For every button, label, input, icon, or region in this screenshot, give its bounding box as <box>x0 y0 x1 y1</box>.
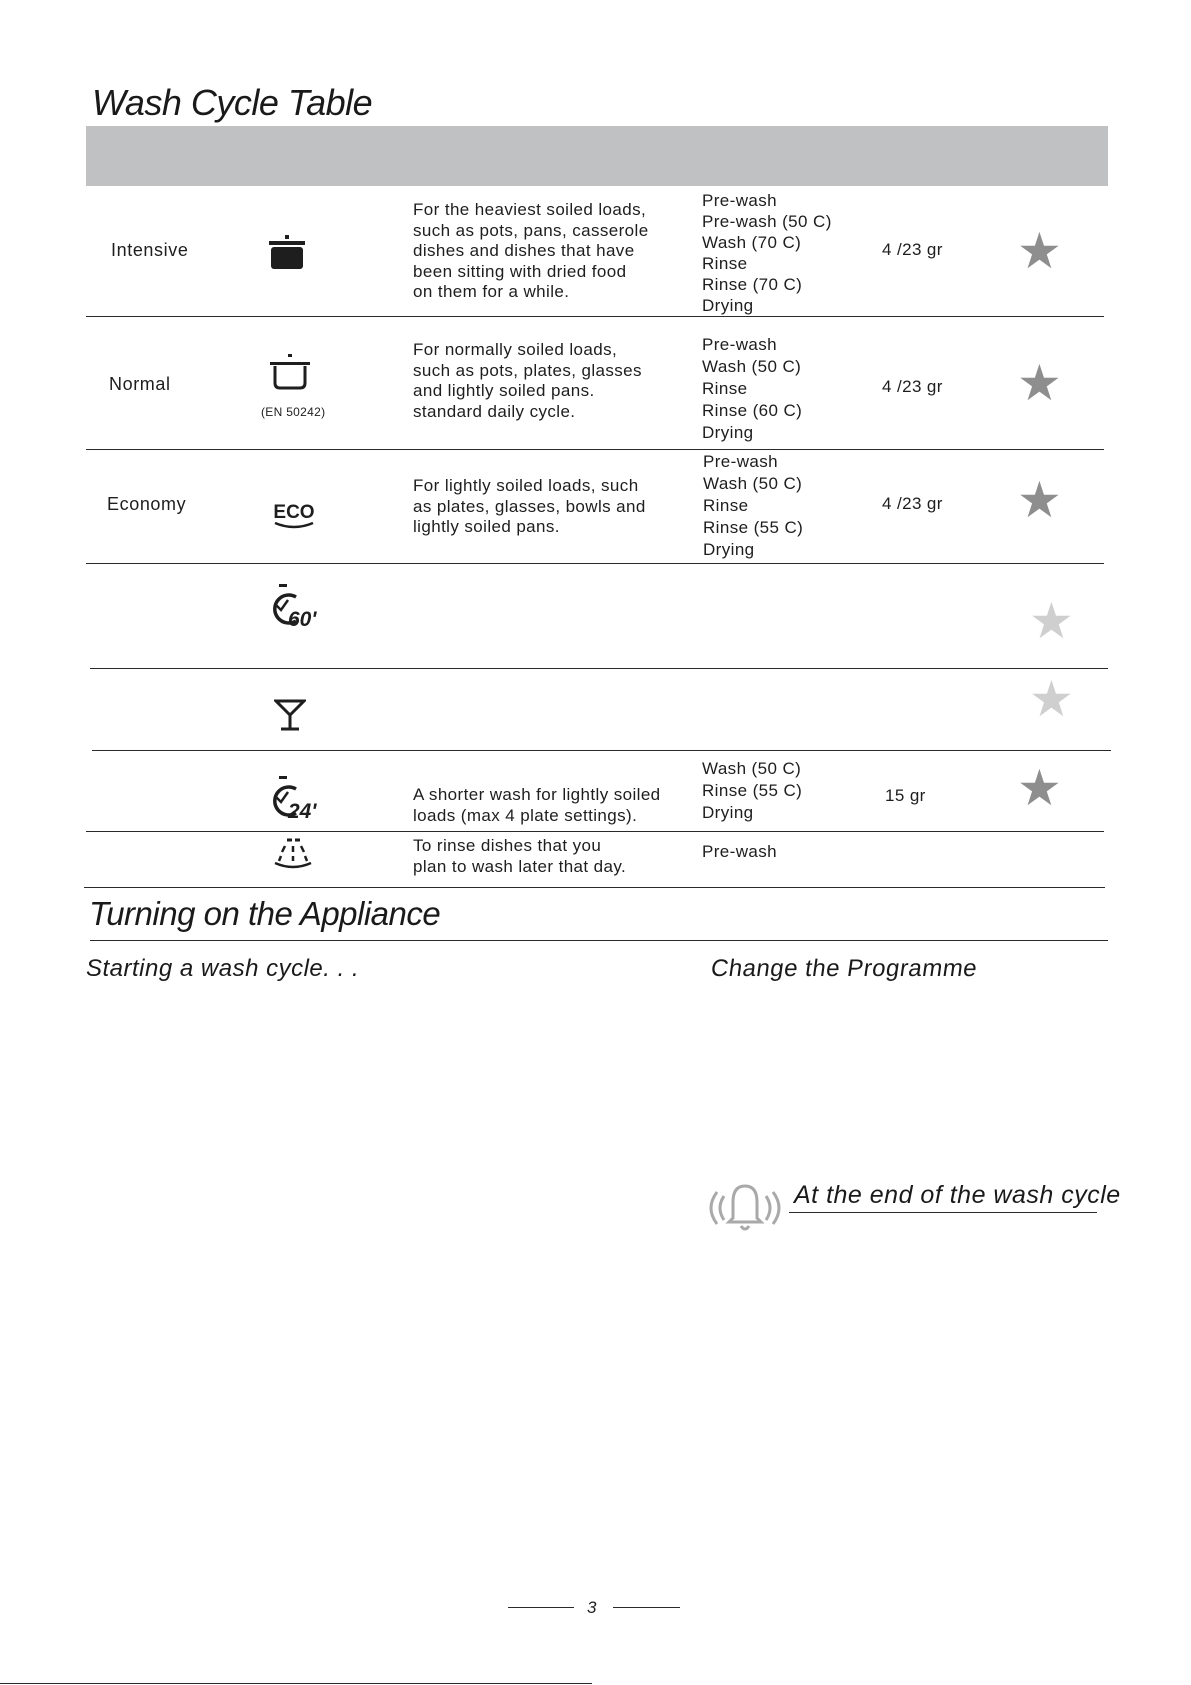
row-economy-steps <box>703 451 803 561</box>
subheading-change-programme: Change the Programme <box>709 955 980 982</box>
star-icon: ★ <box>1029 593 1074 649</box>
row-divider <box>86 316 1104 317</box>
description-line: standard daily cycle. <box>413 401 576 421</box>
row-normal-name: Normal <box>109 374 171 394</box>
row-normal-detergent: 4 /23 gr <box>882 377 943 396</box>
timer-60-text: 60' <box>288 608 317 629</box>
row-rinse-steps <box>702 842 777 863</box>
step: Rinse <box>702 379 748 398</box>
step: Pre-wash <box>702 335 778 354</box>
step: Pre-wash <box>703 452 779 471</box>
step: Wash (50 C) <box>703 474 803 493</box>
eco-icon-text: ECO <box>273 502 315 523</box>
row-intensive-steps <box>702 190 832 316</box>
row-divider <box>90 668 1108 669</box>
step: Pre-wash <box>702 842 778 861</box>
row-divider <box>92 750 1111 751</box>
step: Rinse (55 C) <box>702 781 803 800</box>
step: Rinse <box>702 254 748 273</box>
row-divider <box>86 449 1104 450</box>
star-icon: ★ <box>1017 472 1062 528</box>
step: Drying <box>702 296 754 315</box>
description-line: plan to wash later that day. <box>413 856 627 876</box>
description-line: as plates, glasses, bowls and <box>413 496 646 516</box>
row-divider <box>86 563 1104 564</box>
pot-outline-icon <box>270 354 310 390</box>
table-header-band <box>86 126 1108 186</box>
row-quick-description <box>413 785 661 826</box>
timer-24-text: 24' <box>288 800 317 821</box>
bell-icon <box>703 1178 787 1238</box>
row-economy-name: Economy <box>107 494 187 514</box>
glass-icon <box>274 698 306 732</box>
description-line: For the heaviest soiled loads, <box>413 200 647 219</box>
step: Drying <box>703 540 755 559</box>
table-bottom-border <box>84 887 1105 888</box>
row-normal-steps <box>702 334 802 444</box>
step: Rinse (70 C) <box>702 275 803 294</box>
row-economy-detergent: 4 /23 gr <box>882 494 943 513</box>
page-title: Wash Cycle Table <box>92 82 373 123</box>
step: Wash (70 C) <box>702 233 802 252</box>
section-divider <box>90 940 1108 941</box>
description-line: such as pots, plates, glasses <box>413 360 642 380</box>
step: Drying <box>702 423 754 442</box>
timer-24-icon <box>266 775 336 821</box>
description-line: lightly soiled pans. <box>413 517 560 536</box>
row-intensive-name: Intensive <box>111 240 189 260</box>
row-divider <box>86 831 1104 832</box>
row-quick-detergent: 15 gr <box>885 786 926 805</box>
step: Rinse (55 C) <box>703 518 804 537</box>
section-title-turning-on: Turning on the Appliance <box>89 895 441 932</box>
description-line: A shorter wash for lightly soiled <box>413 785 661 804</box>
description-line: on them for a while. <box>413 282 570 301</box>
description-line: For normally soiled loads, <box>413 340 618 359</box>
step: Wash (50 C) <box>702 357 802 376</box>
row-normal-description <box>413 340 642 422</box>
subheading-end-of-cycle: At the end of the wash cycle <box>794 1181 1121 1209</box>
subheading-starting: Starting a wash cycle. . . <box>86 955 360 982</box>
rinse-spray-icon <box>271 836 315 872</box>
step: Drying <box>702 803 754 822</box>
heavy-pot-icon <box>268 235 306 271</box>
description-line: such as pots, pans, casserole <box>413 220 649 240</box>
description-line: been sitting with dried food <box>413 261 627 281</box>
page-number-rule-right <box>613 1607 680 1608</box>
page-number: 3 <box>587 1598 597 1617</box>
description-line: loads (max 4 plate settings). <box>413 805 638 825</box>
row-rinse-description <box>413 836 626 877</box>
step: Rinse <box>703 496 749 515</box>
row-economy-description <box>413 476 646 538</box>
step: Pre-wash <box>702 191 778 210</box>
description-line: For lightly soiled loads, such <box>413 476 639 495</box>
step: Pre-wash (50 C) <box>702 212 832 231</box>
description-line: dishes and dishes that have <box>413 241 635 260</box>
step: Wash (50 C) <box>702 759 802 778</box>
star-icon: ★ <box>1017 355 1062 411</box>
star-icon: ★ <box>1017 223 1062 279</box>
page-edge-line <box>0 1683 592 1684</box>
end-of-cycle-underline <box>789 1212 1097 1213</box>
row-normal-standard: (EN 50242) <box>261 405 326 419</box>
step: Rinse (60 C) <box>702 401 803 420</box>
description-line: To rinse dishes that you <box>413 836 602 855</box>
page-number-rule-left <box>508 1607 574 1608</box>
star-icon: ★ <box>1029 671 1074 727</box>
description-line: and lightly soiled pans. <box>413 381 595 400</box>
row-quick-steps <box>702 758 802 824</box>
timer-60-icon <box>266 583 336 629</box>
row-intensive-detergent: 4 /23 gr <box>882 240 943 259</box>
row-intensive-description <box>413 200 649 303</box>
eco-icon <box>271 500 317 530</box>
star-icon: ★ <box>1017 760 1062 816</box>
